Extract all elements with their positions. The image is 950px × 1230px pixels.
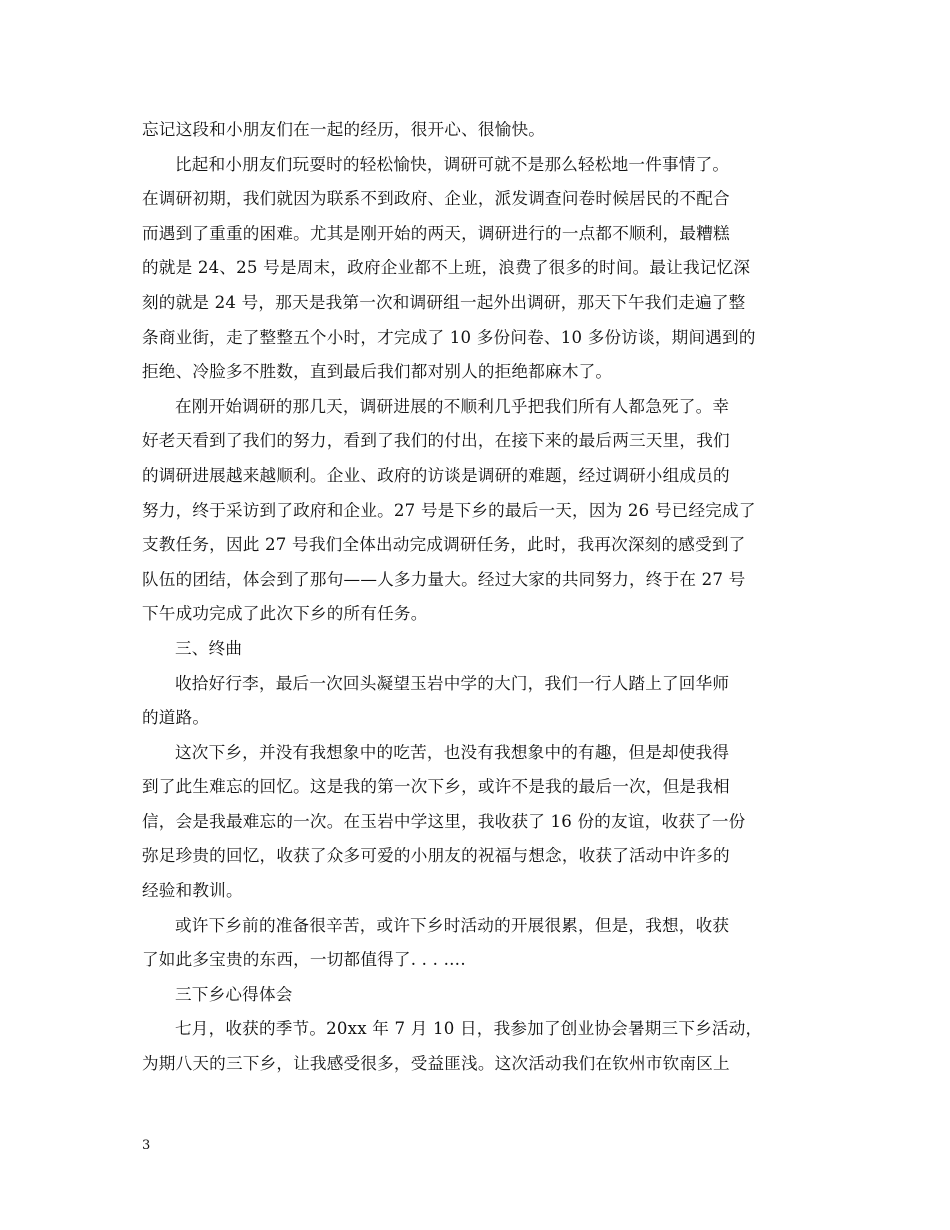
text-line: 信，会是我最难忘的一次。在玉岩中学这里，我收获了 16 份的友谊，收获了一份 — [142, 811, 746, 831]
text-line: 条商业街，走了整整五个小时，才完成了 10 多份问卷、10 多份访谈，期间遇到的 — [142, 327, 756, 347]
text-line: 在刚开始调研的那几天，调研进展的不顺利几乎把我们所有人都急死了。幸 — [175, 396, 730, 416]
text-line: 在调研初期，我们就因为联系不到政府、企业，派发调查问卷时候居民的不配合 — [142, 189, 730, 209]
text-line: 七月，收获的季节。20xx 年 7 月 10 日，我参加了创业协会暑期三下乡活动， — [175, 1019, 763, 1039]
text-line: 好老天看到了我们的努力，看到了我们的付出，在接下来的最后两三天里，我们 — [142, 431, 730, 451]
text-line: 忘记这段和小朋友们在一起的经历，很开心、很愉快。 — [142, 120, 546, 139]
text-line: 努力，终于采访到了政府和企业。27 号是下乡的最后一天，因为 26 号已经完成了 — [142, 500, 756, 520]
page-number: 3 — [142, 1138, 151, 1153]
text-line: 拒绝、冷脸多不胜数，直到最后我们都对别人的拒绝都麻木了。 — [142, 362, 613, 382]
text-line: 下午成功完成了此次下乡的所有任务。 — [142, 604, 428, 624]
text-line: 三下乡心得体会 — [175, 984, 293, 1004]
text-line: 比起和小朋友们玩耍时的轻松愉快，调研可就不是那么轻松地一件事情了。 — [175, 154, 730, 174]
text-line: 的道路。 — [142, 708, 210, 728]
text-line: 弥足珍贵的回忆，收获了众多可爱的小朋友的祝福与想念，收获了活动中许多的 — [142, 846, 730, 866]
text-line: 的就是 24、25 号是周末，政府企业都不上班，浪费了很多的时间。最让我记忆深 — [142, 258, 751, 278]
body-text — [142, 113, 810, 1082]
text-line: 了如此多宝贵的东西，一切都值得了. . . …. — [142, 950, 466, 970]
text-line: 收拾好行李，最后一次回头凝望玉岩中学的大门，我们一行人踏上了回华师 — [175, 673, 730, 693]
text-line: 这次下乡，并没有我想象中的吃苦，也没有我想象中的有趣，但是却使我得 — [175, 742, 730, 762]
text-line: 或许下乡前的准备很辛苦，或许下乡时活动的开展很累，但是，我想，收获 — [175, 915, 730, 935]
text-line: 支教任务，因此 27 号我们全体出动完成调研任务，此时，我再次深刻的感受到了 — [142, 535, 746, 555]
text-line: 到了此生难忘的回忆。这是我的第一次下乡，或许不是我的最后一次，但是我相 — [142, 777, 730, 797]
text-line: 经验和教训。 — [142, 881, 243, 901]
text-line: 刻的就是 24 号，那天是我第一次和调研组一起外出调研，那天下午我们走遍了整 — [142, 292, 746, 312]
text-line: 为期八天的三下乡，让我感受很多，受益匪浅。这次活动我们在钦州市钦南区上 — [142, 1054, 730, 1074]
text-line: 的调研进展越来越顺利。企业、政府的访谈是调研的难题，经过调研小组成员的 — [142, 465, 730, 485]
text-line: 三、终曲 — [175, 638, 243, 658]
text-line: 队伍的团结，体会到了那句——人多力量大。经过大家的共同努力，终于在 27 号 — [142, 569, 746, 589]
text-line: 而遇到了重重的困难。尤其是刚开始的两天，调研进行的一点都不顺利，最糟糕 — [142, 223, 730, 243]
